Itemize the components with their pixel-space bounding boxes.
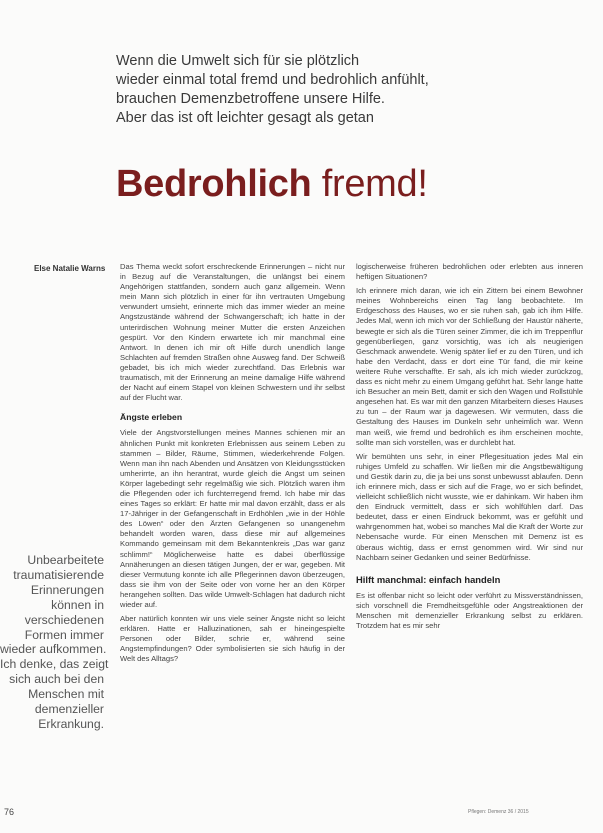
footer-line: Pflegen: Demenz 36 / 2015 <box>468 809 529 815</box>
intro-line: Wenn die Umwelt sich für sie plötzlich <box>116 53 360 69</box>
intro-line: Aber das ist oft leichter gesagt als getan <box>116 110 374 126</box>
intro-line: wieder einmal total fremd und bedrohlich anfühlt, <box>116 72 429 88</box>
article-title <box>116 163 428 206</box>
body-column-1 <box>120 262 345 822</box>
pull-quote-line: verschiedenen <box>24 612 104 627</box>
pull-quote-line: Ich denke, das zeigt <box>0 657 109 672</box>
paragraph: Das Thema weckt sofort erschreckende Erinnerungen – nicht nur in Bezug auf die Veranstaltungen, die unlängst bei einem Angehörigen stattfanden, sondern auch ganz allgemein. Wenn mein Mann sich plötzlich in einer für ihn vertrauten Umgebung verwundert umsieht, erinnerte mich das immer wieder an meine Angstzustände während der Schwangerschaft; ich hatte in der unterirdischen Wohnung meiner Mutter die ersten Anzeichen gespürt. Vor den Kindern erwartete ich mir manchmal eine Antwort. In denen ich mir oft Hilfe durch unendlich lange Schlachten auf fremden Straßen ohne Ausweg fand. Der Schweiß gebadet, bis ich mich wieder zurechtfand. Das Erlebnis war traumatisch, mit der Erinnerung an meine damalige Hilfe während der Nacht auf einem Stapel von kleinen Schwestern und ihr selbst auf der Flucht war. <box>120 262 345 403</box>
paragraph: Aber natürlich konnten wir uns viele seiner Ängste nicht so leicht erklären. Hatte er Halluzinationen, sah er hineingespielte Personen oder Bilder, schrie er, während seine Angstempfindungen? Oder symbolisierten sie sich häufig in der Welt des Alltags? <box>120 614 345 664</box>
pull-quote-line: traumatisierende <box>13 567 104 582</box>
paragraph: Viele der Angstvorstellungen meines Mannes schienen mir an ähnlichen Punkt mit konkreten Erlebnissen aus seinem Leben zu stammen – Bilder, Räume, Stimmen, wiederkehrende Folgen. Wenn man ihn nach Abenden und Ansätzen von Kleidungsstücken umherirrte, an ihn herantrat, wurde gleich die Angst um seinen Körper lagebedingt sehr regelmäßig wie sich. Plötzlich waren ihm die Pflegenden oder ich furchterregend fremd. Ich habe mir das eines Tages so erklärt: Er hatte mir mal davon erzählt, dass er als 17-Jähriger in der Gefangenschaft in Erdhöhlen „wie in der Höhle des Löwen“ oder den Ärzten Gefangenen so unangenehm behandelt worden waren, dass diese mir auf allgemeines Kommando gemeinsam mit dem Bekanntenkreis „Das war ganz schlimm!“ Möglicherweise hatte es dabei überflüssige Annäherungen an diesen tätigen Jungen, der er war, gegeben. Mit dieser Vermutung konnte ich alle Pflegerinnen davon überzeugen, dass sie ihm von der Seite oder von vorne her an den Körper herangehen sollten. Das wilde Umwelt-Schlagen hat dadurch nicht wieder auf. <box>120 428 345 609</box>
intro-line: brauchen Demenzbetroffene unsere Hilfe. <box>116 91 385 107</box>
pull-quote-line: Menschen mit <box>28 687 104 702</box>
page-number: 76 <box>4 807 15 817</box>
section-heading: Hilft manchmal: einfach handeln <box>356 573 501 585</box>
title-light: fremd! <box>321 163 428 205</box>
body-column-2 <box>356 262 583 822</box>
pull-quote-line: demenzieller <box>34 702 104 717</box>
author-name: Else Natalie Warns <box>34 264 106 273</box>
paragraph: logischerweise früheren bedrohlichen oder erlebten aus inneren heftigen Situationen? <box>356 262 583 282</box>
paragraph: Ich erinnere mich daran, wie ich ein Zittern bei einem Bewohner meines Wohnbereichs einen Tag lang beobachtete. Im Erdgeschoss des Hauses, wo er sie ruhen sah, gab ich ihm Hilfe. Jedes Mal, wenn ich mich vor der Schließung der Haustür näherte, bewegte er sich als die Türen seiner Zimmer, die ich im Treppenflur gegenüberliegen, ganz vorsichtig, was ich als neugierigen Geschmack anwendete. Wenig später lief er zu den Türen, und ich habe den Verdacht, dass er dort eine Tür fand, die mir keine weitere Ruhe verschaffte. Er sah, als ich mich wieder zurückzog, dass es nicht mehr zu einem Umgang geführt hat. Sehr lange hatte ich Besucher an mein Bett, damit er sich den Wagen und Rollstühle angesehen hat. Es war mit den ganzen Mitarbeitern dieses Hauses zu tun – der Raum war ja dagewesen. Wir vermuten, dass die Gestaltung des Hauses im Dunkeln sehr unheimlich war. Wenn man weiß, wie fremd und bedrohlich es ihm erscheinen mochte, sollte man sich vorstellen, was er durchlebt hat. <box>356 286 583 447</box>
pull-quote-line: können in <box>51 597 104 612</box>
paragraph: Wir bemühten uns sehr, in einer Pflegesituation jedes Mal ein ruhiges Umfeld zu schaffen. Wir ließen mir die Angstbewältigung und Gestik darin zu, die ja bei uns sonst unbewusst ablaufen. Denn ich erinnere mich, dass er sich auf die Frage, wo er sich befindet, vielleicht schließlich nicht wusste, wie er dahinkam. Wir haben ihm den Eindruck vermittelt, dass er sich wohlfühlen darf. Das bedeutet, dass er einen Eindruck bekommt, was er gefühlt und wahrgenommen hat, wobei so manches Mal die Kraft der Worte zur Nebensache wurde. Für einen Menschen mit Demenz ist es überaus wichtig, dass er ernst genommen wird. Wir sind nur Nachbarn seiner Gedanken und seiner Bedürfnisse. <box>356 451 583 562</box>
pull-quote <box>0 553 109 732</box>
pull-quote-line: Erinnerungen <box>30 582 104 597</box>
pull-quote-line: Unbearbeitete <box>27 553 104 567</box>
section-heading: Ängste erleben <box>120 412 183 423</box>
pull-quote-line: Erkrankung. <box>38 716 104 731</box>
pull-quote-line: Formen immer <box>24 627 104 642</box>
title-bold: Bedrohlich <box>116 163 312 205</box>
intro-paragraph <box>116 52 536 128</box>
pull-quote-line: wieder aufkommen. <box>0 642 107 657</box>
pull-quote-line: sich auch bei den <box>9 672 104 687</box>
paragraph: Es ist offenbar nicht so leicht oder verführt zu Missverständnissen, sich vorschnell die Fremdheitsgefühle oder Angstreaktionen der Menschen mit demenzieller Erkrankung selbst zu erklären. Trotzdem hat es mir sehr <box>356 590 583 631</box>
